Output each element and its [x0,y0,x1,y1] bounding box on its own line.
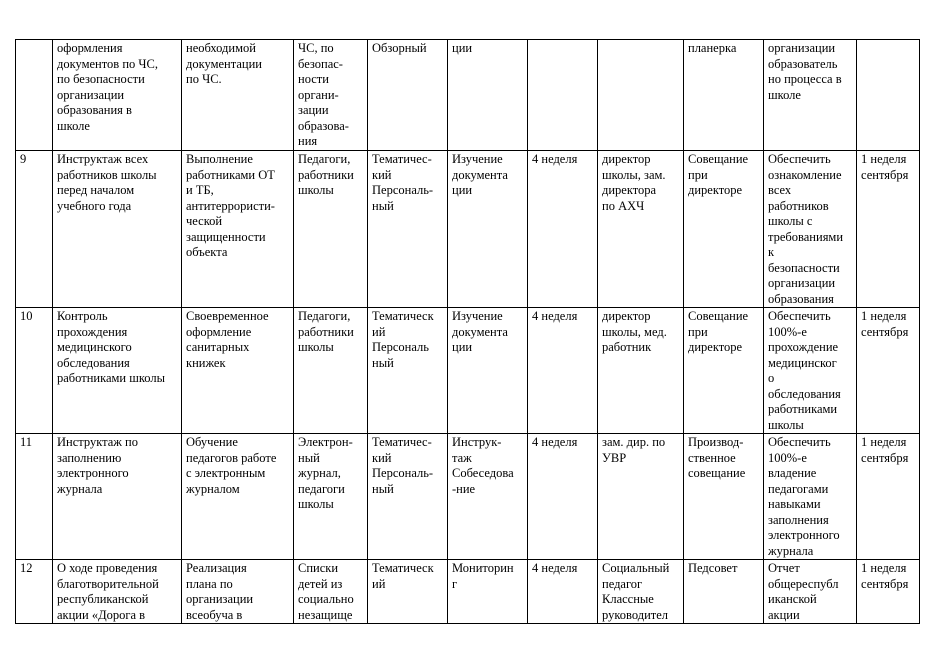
table-row [16,308,920,434]
cell-number [16,40,53,151]
cell-term: 4 неделя [528,308,598,434]
cell-number: 10 [16,308,53,434]
table-row [16,560,920,624]
control-plan-table [15,39,920,624]
cell-title: О ходе проведения благотворительной республиканской акции «Дорога в [53,560,182,624]
cell-goal: Выполнение работниками ОТ и ТБ, антитеррористи- ческой защищенности объекта [182,151,294,308]
cell-number: 12 [16,560,53,624]
cell-type: Тематическ ий Персональ ный [368,308,448,434]
cell-object: Списки детей из социально незащище [294,560,368,624]
cell-goal: необходимой документации по ЧС. [182,40,294,151]
cell-method: Мониторин г [448,560,528,624]
cell-type: Тематическ ий [368,560,448,624]
cell-type: Тематичес- кий Персональ- ный [368,434,448,560]
cell-object: Педагоги, работники школы [294,151,368,308]
cell-goal: Обучение педагогов работе с электронным журналом [182,434,294,560]
cell-place: Совещание при директоре [684,151,764,308]
cell-date [857,40,920,151]
cell-result: Отчет общереспубл иканской акции [764,560,857,624]
cell-place: планерка [684,40,764,151]
cell-object: ЧС, по безопас- ности органи- зации образова- ния [294,40,368,151]
cell-place: Педсовет [684,560,764,624]
cell-date: 1 неделя сентября [857,151,920,308]
cell-number: 11 [16,434,53,560]
cell-place: Совещание при директоре [684,308,764,434]
cell-term: 4 неделя [528,151,598,308]
cell-title: Инструктаж по заполнению электронного журнала [53,434,182,560]
cell-type: Тематичес- кий Персональ- ный [368,151,448,308]
cell-result: Обеспечить 100%-е владение педагогами навыками заполнения электронного журнала [764,434,857,560]
cell-object: Электрон- ный журнал, педагоги школы [294,434,368,560]
table-row [16,434,920,560]
cell-responsible [598,40,684,151]
cell-method: Изучение документа ции [448,151,528,308]
cell-title: Контроль прохождения медицинского обследования работниками школы [53,308,182,434]
cell-result: Обеспечить 100%-е прохождение медицинског о обследования работниками школы [764,308,857,434]
cell-method: Изучение документа ции [448,308,528,434]
cell-result: организации образователь но процесса в школе [764,40,857,151]
cell-method: Инструк- таж Собеседова -ние [448,434,528,560]
cell-date: 1 неделя сентября [857,560,920,624]
cell-number: 9 [16,151,53,308]
table-row [16,151,920,308]
cell-term: 4 неделя [528,434,598,560]
cell-type: Обзорный [368,40,448,151]
cell-result: Обеспечить ознакомление всех работников школы с требованиями к безопасности организации образования [764,151,857,308]
table-row [16,40,920,151]
cell-term [528,40,598,151]
cell-responsible: директор школы, мед. работник [598,308,684,434]
cell-method: ции [448,40,528,151]
cell-place: Производ- ственное совещание [684,434,764,560]
cell-goal: Реализация плана по организации всеобуча в [182,560,294,624]
table-body [16,40,920,624]
cell-title: оформления документов по ЧС, по безопасности организации образования в школе [53,40,182,151]
cell-responsible: директор школы, зам. директора по АХЧ [598,151,684,308]
cell-responsible: Социальный педагог Классные руководител [598,560,684,624]
cell-responsible: зам. дир. по УВР [598,434,684,560]
cell-title: Инструктаж всех работников школы перед началом учебного года [53,151,182,308]
cell-date: 1 неделя сентября [857,308,920,434]
cell-object: Педагоги, работники школы [294,308,368,434]
cell-date: 1 неделя сентября [857,434,920,560]
cell-goal: Своевременное оформление санитарных книжек [182,308,294,434]
cell-term: 4 неделя [528,560,598,624]
